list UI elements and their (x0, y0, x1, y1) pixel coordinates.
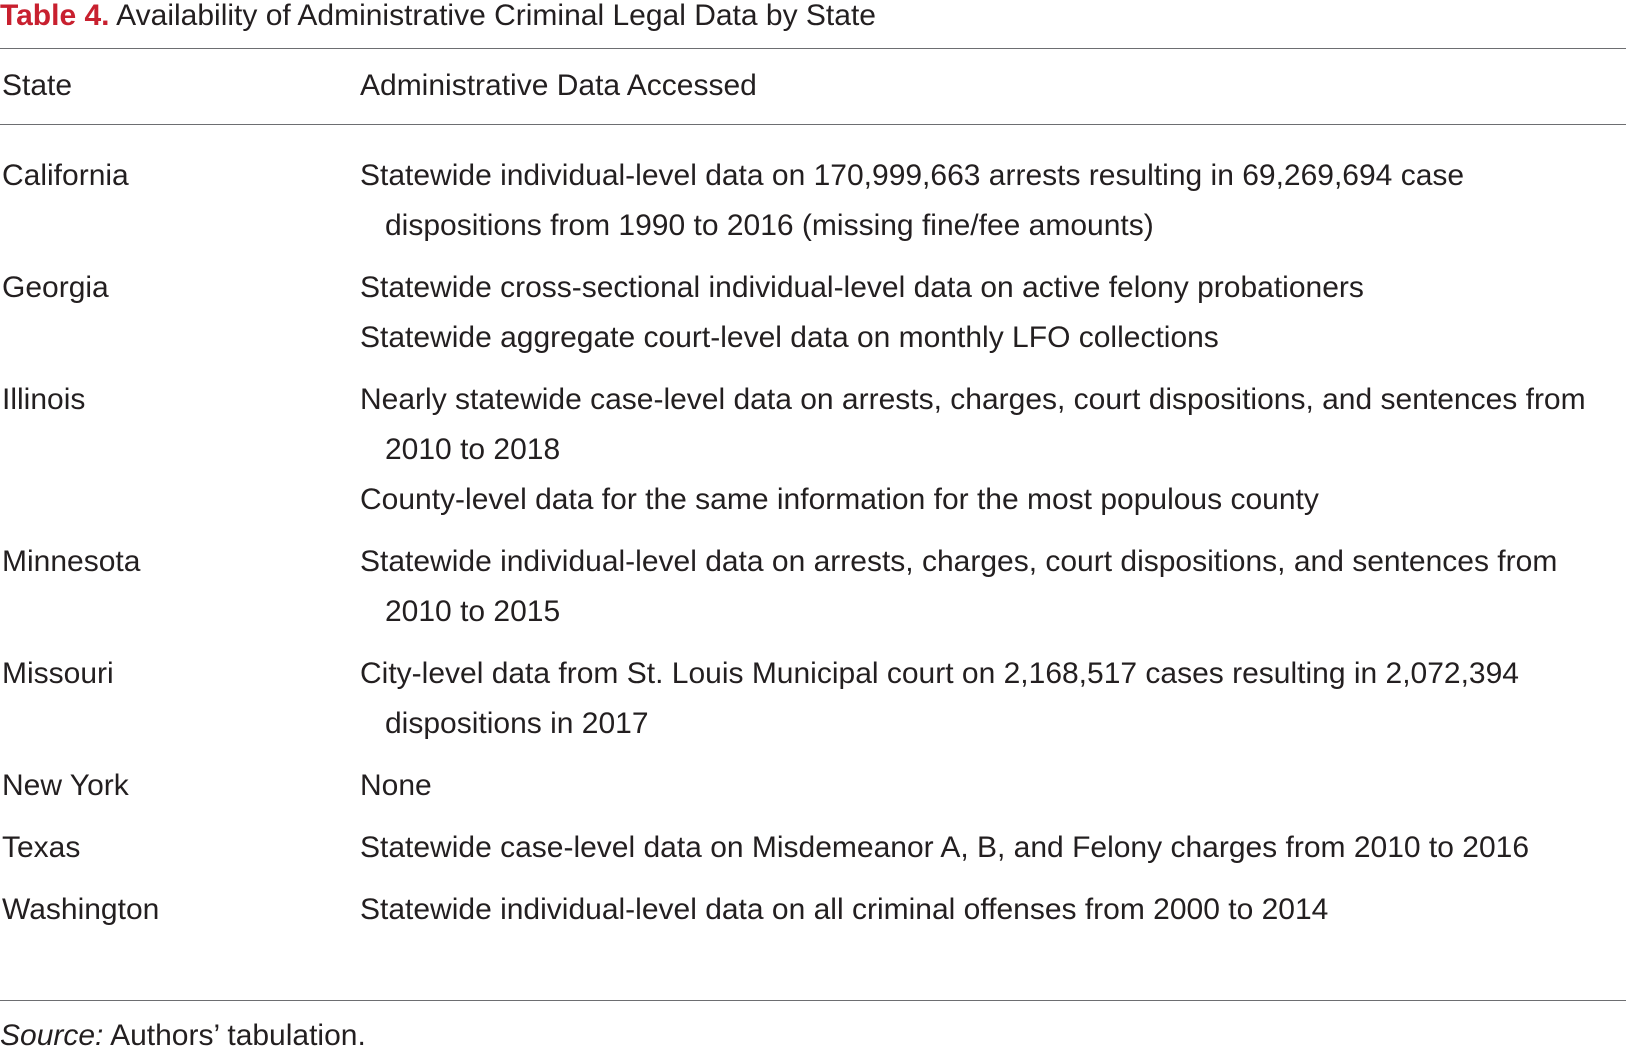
state-cell: New York (2, 769, 129, 802)
table-row (0, 263, 1626, 363)
source-note (0, 1014, 366, 1058)
column-header-state: State (2, 69, 73, 102)
header-rule (0, 124, 1626, 125)
data-entry: City-level data from St. Louis Municipal court on 2,168,517 cases resulting in 2,072,394 dispositions in 2017 (360, 657, 1519, 740)
table-row (0, 375, 1626, 525)
state-cell: Georgia (2, 271, 109, 304)
column-header-data: Administrative Data Accessed (360, 69, 757, 102)
data-cell (360, 885, 1620, 935)
state-cell: Texas (2, 831, 81, 864)
state-cell: California (2, 159, 129, 192)
table-body (0, 151, 1626, 947)
data-entry: Nearly statewide case-level data on arrests, charges, court dispositions, and sentences from 2010 to 2018 (360, 383, 1586, 466)
table-row (0, 761, 1626, 811)
data-entry: Statewide individual-level data on all criminal offenses from 2000 to 2014 (360, 893, 1329, 926)
table-title-text: Availability of Administrative Criminal Legal Data by State (116, 0, 876, 32)
data-cell (360, 375, 1620, 525)
data-entry: Statewide individual-level data on arrests, charges, court dispositions, and sentences from 2010 to 2015 (360, 545, 1558, 628)
data-entry: None (360, 769, 432, 802)
data-entry: Statewide aggregate court-level data on monthly LFO collections (360, 321, 1219, 354)
data-entry: Statewide individual-level data on 170,999,663 arrests resulting in 69,269,694 case dispositions from 1990 to 2016 (missing fine/fee amounts) (360, 159, 1465, 242)
data-entry: Statewide cross-sectional individual-level data on active felony probationers (360, 271, 1364, 304)
table-number-label: Table 4. (0, 0, 110, 32)
table-row (0, 537, 1626, 637)
source-label: Source: (0, 1019, 104, 1052)
data-cell (360, 537, 1620, 637)
bottom-rule (0, 1000, 1626, 1001)
data-entry: County-level data for the same information for the most populous county (360, 483, 1319, 516)
data-cell (360, 151, 1620, 251)
state-cell: Illinois (2, 383, 86, 416)
data-cell (360, 263, 1620, 363)
table-header-row (0, 64, 1626, 108)
state-cell: Washington (2, 893, 160, 926)
data-cell (360, 823, 1620, 873)
table-title (0, 0, 876, 36)
data-cell (360, 649, 1620, 749)
table-row (0, 151, 1626, 251)
state-cell: Missouri (2, 657, 114, 690)
source-text: Authors’ tabulation. (110, 1019, 366, 1052)
top-rule (0, 48, 1626, 49)
table-row (0, 649, 1626, 749)
data-cell (360, 761, 1620, 811)
table-row (0, 823, 1626, 873)
data-entry: Statewide case-level data on Misdemeanor A, B, and Felony charges from 2010 to 2016 (360, 831, 1530, 864)
table-row (0, 885, 1626, 935)
state-cell: Minnesota (2, 545, 141, 578)
